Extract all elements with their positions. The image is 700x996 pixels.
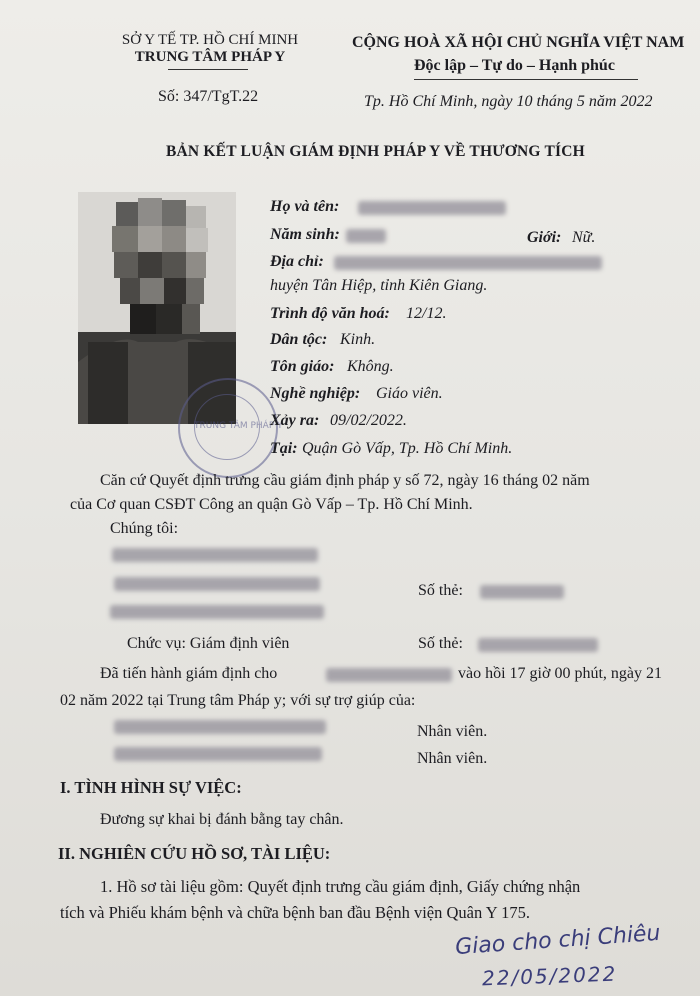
national-title: CỘNG HOÀ XÃ HỘI CHỦ NGHĨA VIỆT NAM xyxy=(352,34,685,51)
left-underline xyxy=(168,69,248,70)
handwritten-date: 22/05/2022 xyxy=(481,961,618,991)
card-number-label-1: Số thẻ: xyxy=(418,582,463,599)
dob-label: Năm sinh: xyxy=(270,226,340,243)
redacted-card-number-2 xyxy=(478,638,598,652)
place-label: Tại: xyxy=(270,440,298,457)
ethnicity-label: Dân tộc: xyxy=(270,331,328,348)
staff-role-1: Nhân viên. xyxy=(417,723,488,740)
redacted-name xyxy=(358,201,506,215)
section-1-text: Đương sự khai bị đánh bằng tay chân. xyxy=(100,811,344,828)
section-2-heading: II. NGHIÊN CỨU HỒ SƠ, TÀI LIỆU: xyxy=(58,844,331,863)
exam-line-1-suffix: vào hồi 17 giờ 00 phút, ngày 21 xyxy=(458,665,662,682)
position-label: Chức vụ: Giám định viên xyxy=(127,635,290,652)
basis-line-2: của Cơ quan CSĐT Công an quận Gò Vấp – Tp. Hồ Chí Minh. xyxy=(70,496,473,513)
exam-line-1-prefix: Đã tiến hành giám định cho xyxy=(100,665,278,682)
occupation-value: Giáo viên. xyxy=(376,385,443,402)
national-motto: Độc lập – Tự do – Hạnh phúc xyxy=(414,57,615,74)
gender-label: Giới: xyxy=(527,229,562,246)
name-label: Họ và tên: xyxy=(270,198,340,215)
occupation-label: Nghề nghiệp: xyxy=(270,385,361,402)
religion-label: Tôn giáo: xyxy=(270,358,335,375)
section-2-line-1: 1. Hồ sơ tài liệu gồm: Quyết định trưng cầu giám định, Giấy chứng nhận xyxy=(100,877,581,896)
we-label: Chúng tôi: xyxy=(110,520,179,537)
education-label: Trình độ văn hoá: xyxy=(270,305,390,322)
ministry-name: SỞ Y TẾ TP. HỒ CHÍ MINH xyxy=(121,32,299,48)
redacted-staff-2 xyxy=(114,747,322,761)
place-value: Quận Gò Vấp, Tp. Hồ Chí Minh. xyxy=(302,440,513,457)
redacted-examiner-3 xyxy=(110,605,324,619)
incident-date-label: Xảy ra: xyxy=(270,412,320,429)
education-value: 12/12. xyxy=(406,305,447,322)
redacted-subject-name xyxy=(326,668,452,682)
redacted-address xyxy=(334,256,602,270)
issue-date: Tp. Hồ Chí Minh, ngày 10 tháng 5 năm 2022 xyxy=(364,93,653,110)
right-underline xyxy=(414,79,638,80)
redacted-examiner-1 xyxy=(112,548,318,562)
center-name: TRUNG TÂM PHÁP Y xyxy=(134,49,286,65)
handwritten-note: Giao cho chị Chiêu xyxy=(454,920,662,961)
section-2-line-2: tích và Phiếu khám bệnh và chữa bệnh ban đầu Bệnh viện Quân Y 175. xyxy=(60,903,531,922)
basis-line-1: Căn cứ Quyết định trưng cầu giám định pháp y số 72, ngày 16 tháng 02 năm xyxy=(100,472,590,489)
address-line-2: huyện Tân Hiệp, tỉnh Kiên Giang. xyxy=(270,277,488,294)
redacted-card-number-1 xyxy=(480,585,564,599)
redacted-staff-1 xyxy=(114,720,326,734)
gender-value: Nữ. xyxy=(572,229,596,246)
incident-date-value: 09/02/2022. xyxy=(330,412,407,429)
document-number: Số: 347/TgT.22 xyxy=(158,88,259,105)
address-label: Địa chỉ: xyxy=(270,253,324,270)
redacted-examiner-2 xyxy=(114,577,320,591)
card-number-label-2: Số thẻ: xyxy=(418,635,463,652)
exam-line-2: 02 năm 2022 tại Trung tâm Pháp y; với sự trợ giúp của: xyxy=(60,692,416,709)
redacted-dob xyxy=(346,229,386,243)
ethnicity-value: Kinh. xyxy=(340,331,376,348)
document-title: BẢN KẾT LUẬN GIÁM ĐỊNH PHÁP Y VỀ THƯƠNG TÍCH xyxy=(166,143,585,160)
section-1-heading: I. TÌNH HÌNH SỰ VIỆC: xyxy=(60,778,242,797)
official-stamp xyxy=(178,378,283,478)
religion-value: Không. xyxy=(347,358,394,375)
stamp-text: TRUNG TÂM PHÁP Y xyxy=(194,421,283,431)
staff-role-2: Nhân viên. xyxy=(417,750,488,767)
